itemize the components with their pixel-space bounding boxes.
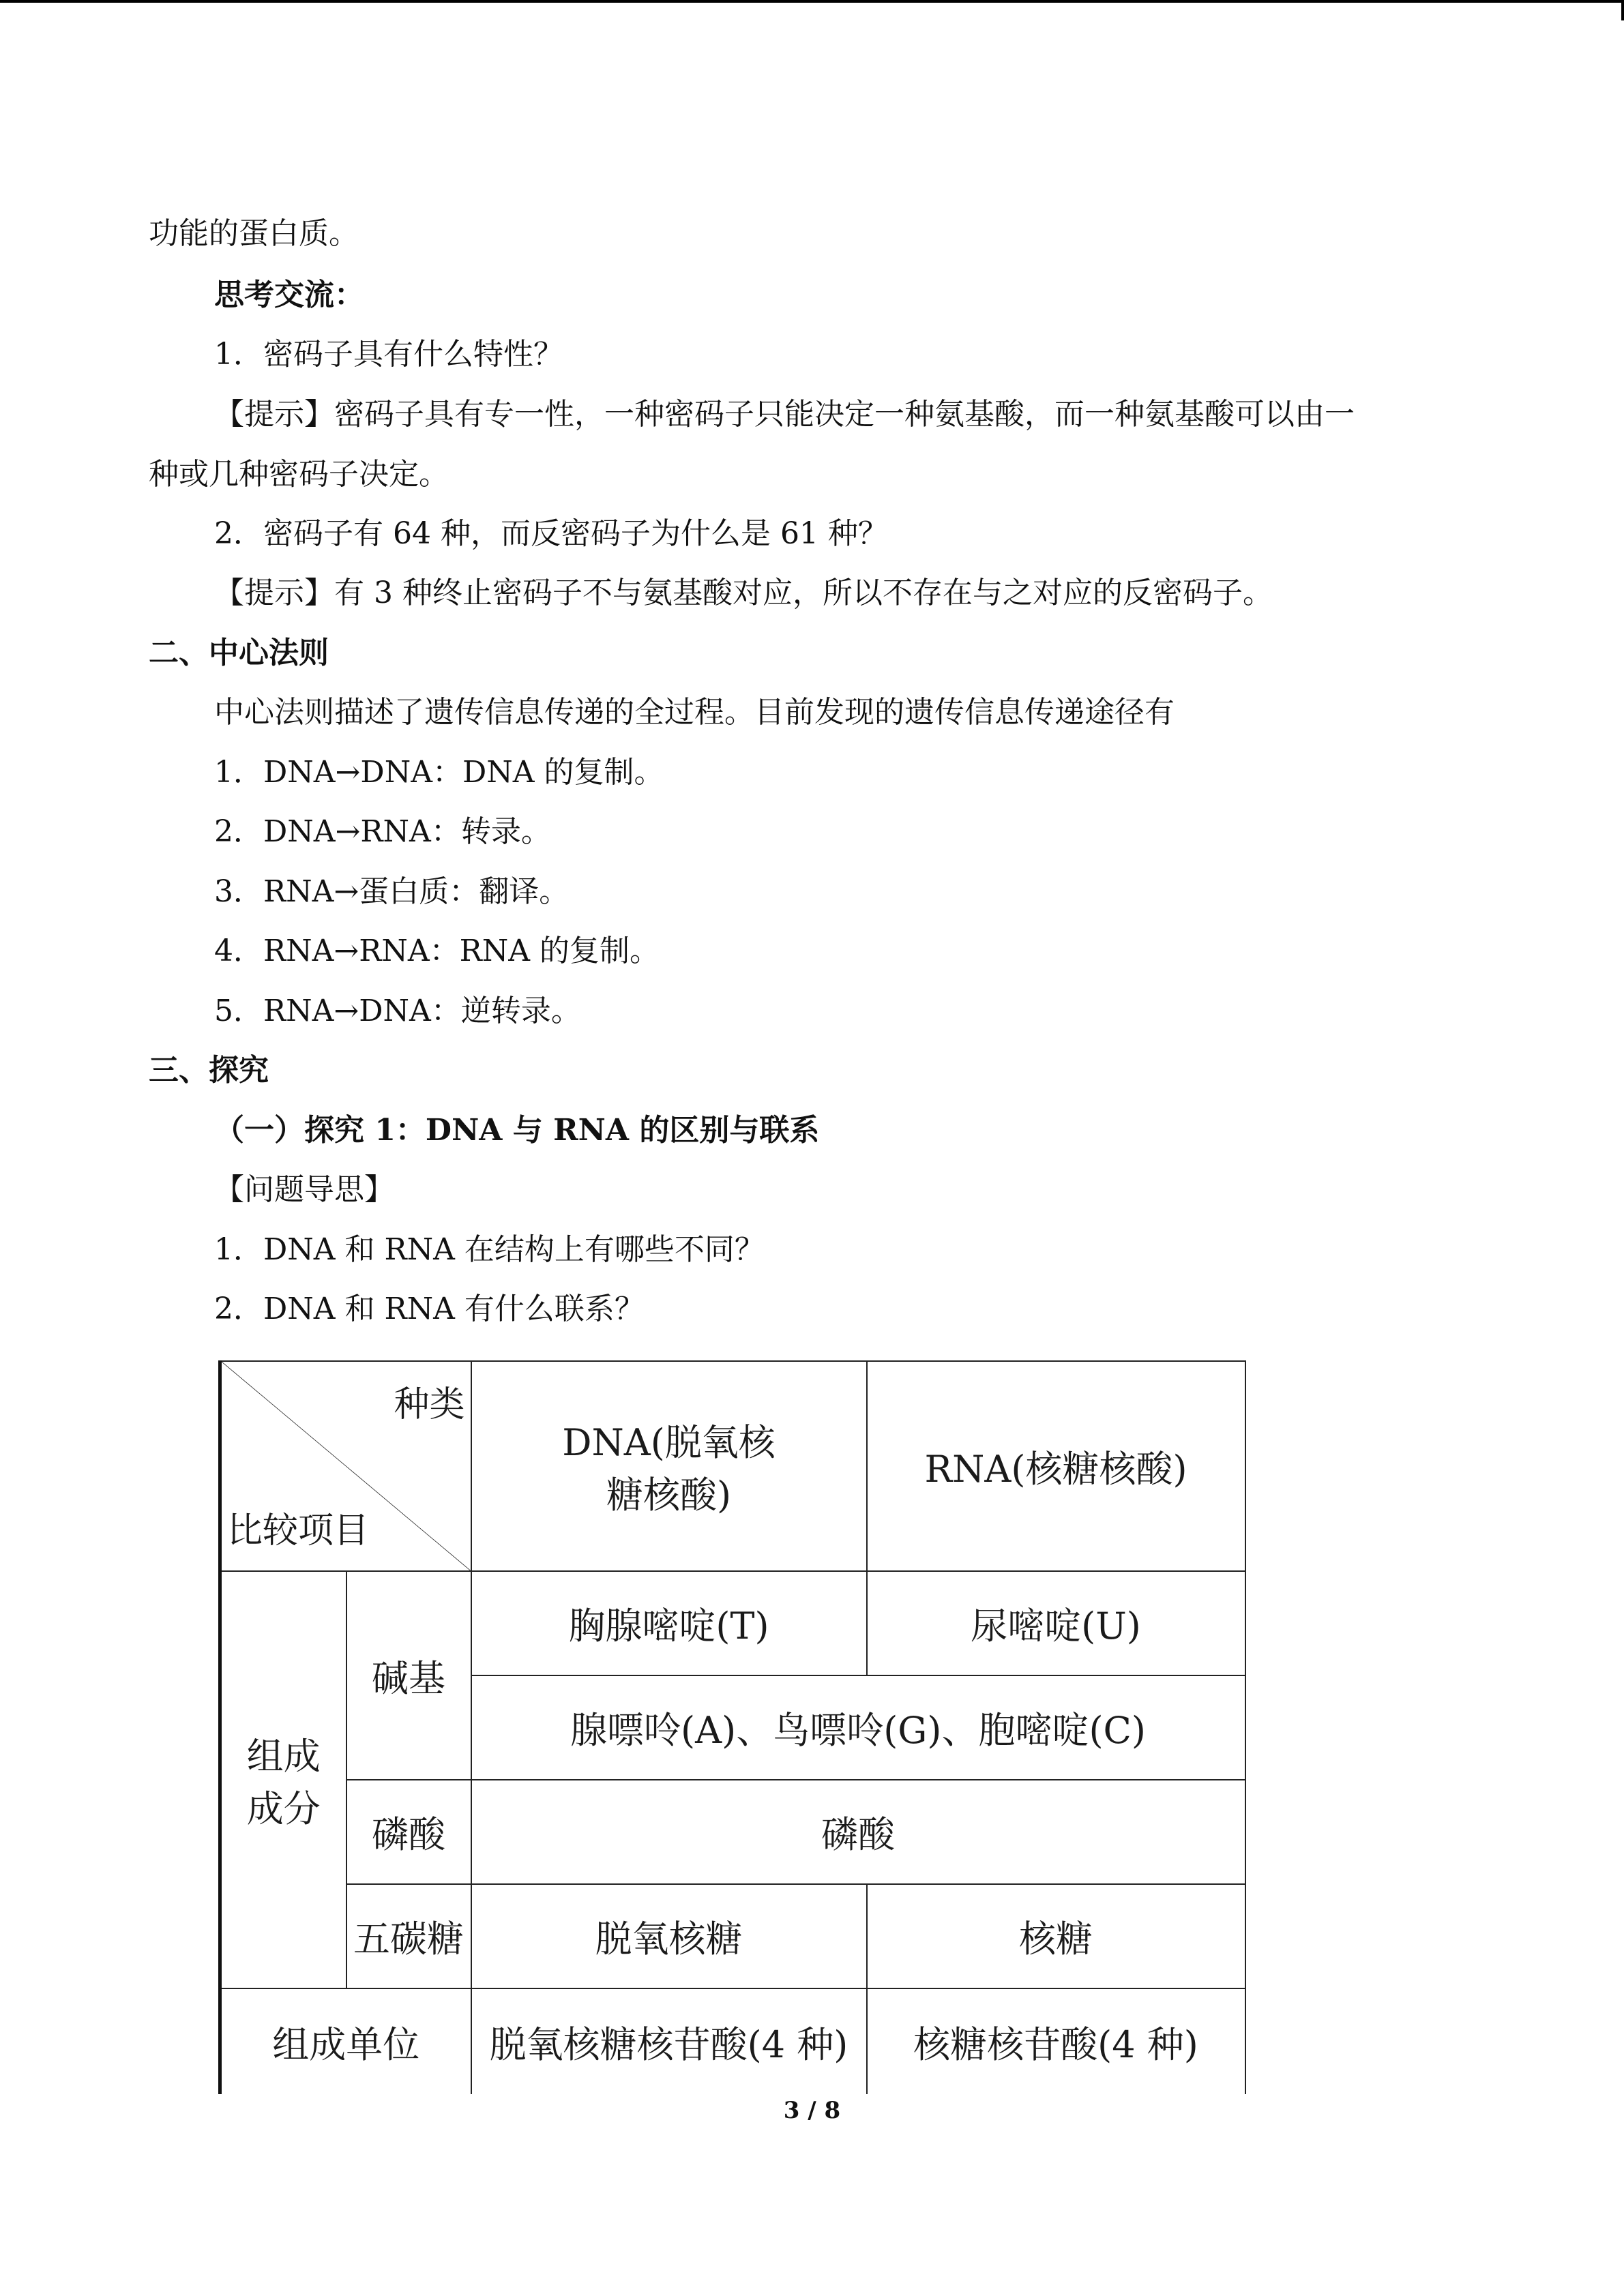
base-dna-cell: 胸腺嘧啶(T) [471,1571,867,1675]
list-item: 4．RNA→RNA：RNA 的复制。 [214,934,660,968]
paragraph-line: 中心法则描述了遗传信息传递的全过程。目前发现的遗传信息传递途径有 [214,695,1175,730]
composition-row-header [220,1571,346,1988]
section-subheading: 思考交流： [214,278,364,312]
question-item: 1．密码子具有什么特性？ [214,337,563,372]
bracket-label: 【问题导思】 [214,1172,394,1207]
dna-header-line2: 糖核酸) [606,1474,732,1517]
unit-row-header: 组成单位 [220,1988,471,2094]
section-heading: 三、探究 [149,1053,269,1088]
sugar-rna-cell: 核糖 [867,1884,1245,1988]
question-item: 2．密码子有 64 种，而反密码子为什么是 61 种？ [214,516,888,551]
hint-line: 【提示】密码子具有专一性，一种密码子只能决定一种氨基酸，而一种氨基酸可以由一 [214,397,1355,432]
base-rna-cell: 尿嘧啶(U) [867,1571,1245,1675]
dna-header-line1: DNA(脱氧核 [562,1421,776,1464]
header-item-label: 比较项目 [227,1510,370,1551]
header-category-label: 种类 [394,1384,465,1425]
dna-rna-comparison-table [218,1360,1246,2094]
question-item: 1．DNA 和 RNA 在结构上有哪些不同？ [214,1232,765,1267]
subsection-heading: （一）探究 1：DNA 与 RNA 的区别与联系 [214,1113,820,1148]
paragraph-line: 功能的蛋白质。 [149,216,359,251]
rna-column-header: RNA(核糖核酸) [867,1361,1245,1571]
diagonal-header-cell [220,1361,471,1571]
list-item: 3．RNA→蛋白质：翻译。 [214,874,570,909]
dna-column-header [471,1361,867,1571]
hint-line-continued: 种或几种密码子决定。 [149,457,449,492]
sugar-dna-cell: 脱氧核糖 [471,1884,867,1988]
list-item: 1．DNA→DNA：DNA 的复制。 [214,755,664,790]
section-heading: 二、中心法则 [149,636,329,670]
unit-dna-cell: 脱氧核糖核苷酸(4 种) [471,1988,867,2094]
question-item: 2．DNA 和 RNA 有什么联系？ [214,1292,645,1326]
unit-rna-cell: 核糖核苷酸(4 种) [867,1988,1245,2094]
phosphate-label: 磷酸 [346,1780,471,1884]
list-item: 5．RNA→DNA：逆转录。 [214,994,581,1028]
phosphate-cell: 磷酸 [471,1780,1245,1884]
composition-line1: 组成 [246,1735,321,1778]
hint-line: 【提示】有 3 种终止密码子不与氨基酸对应，所以不存在与之对应的反密码子。 [214,576,1273,610]
page-number: 3 / 8 [783,2097,841,2124]
sugar-label: 五碳糖 [346,1884,471,1988]
base-label: 碱基 [346,1571,471,1780]
base-common-cell: 腺嘌呤(A)、鸟嘌呤(G)、胞嘧啶(C) [471,1675,1245,1780]
composition-line2: 成分 [246,1787,321,1830]
list-item: 2．DNA→RNA：转录。 [214,814,551,849]
